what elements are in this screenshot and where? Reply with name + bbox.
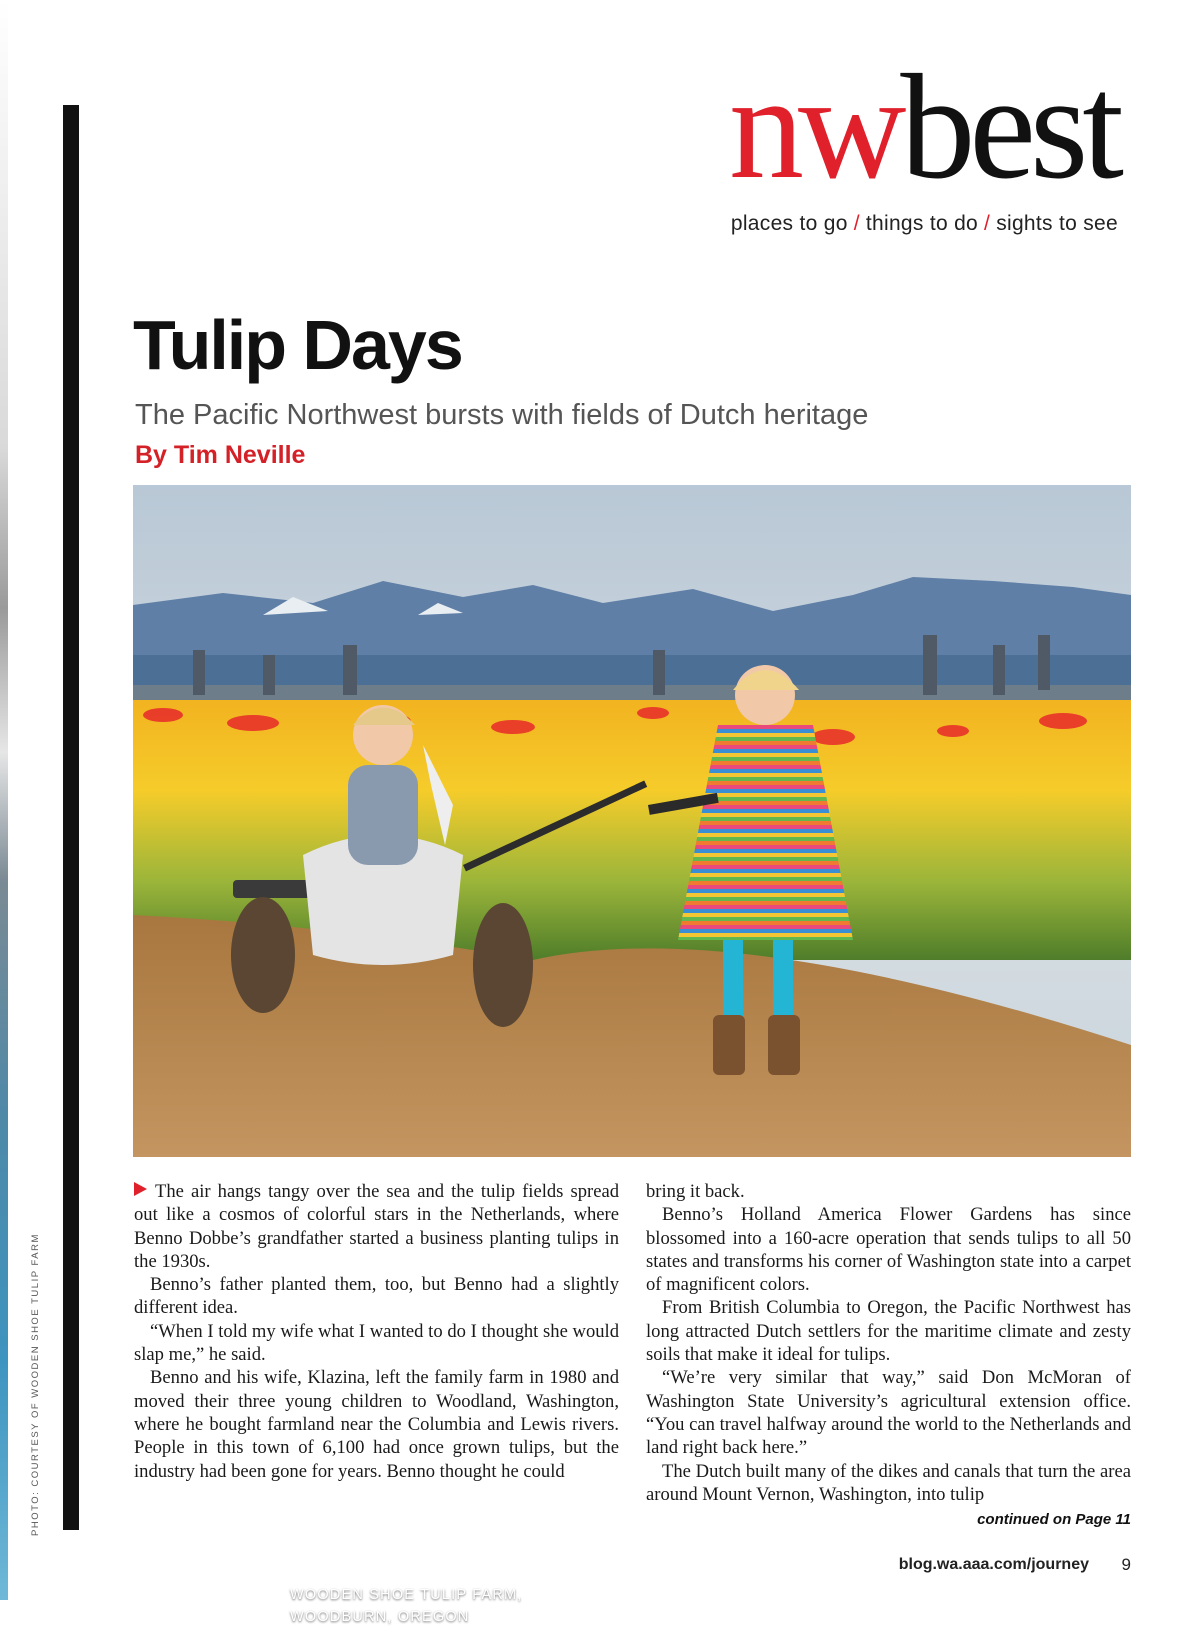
left-edge-strip bbox=[0, 0, 8, 1600]
article-subtitle: The Pacific Northwest bursts with fields of Dutch heritage bbox=[135, 399, 869, 431]
paragraph bbox=[134, 1180, 619, 1273]
tagline-item: sights to see bbox=[996, 212, 1118, 235]
paragraph: Benno and his wife, Klazina, left the family farm in 1980 and moved their three young children to Woodland, Washington, where he bought farmland near the Columbia and Lewis rivers. People in this town of 6,100 had once grown tulips, but the industry had been gone for years. Benno thought he could bbox=[134, 1367, 619, 1482]
footer-url: blog.wa.aaa.com/journey bbox=[898, 1556, 1089, 1573]
tagline-separator: / bbox=[984, 212, 991, 235]
page-number: 9 bbox=[1121, 1555, 1131, 1574]
paragraph: “When I told my wife what I wanted to do I thought she would slap me,” he said. bbox=[134, 1320, 619, 1366]
logo-nw: nw bbox=[729, 44, 901, 210]
logo-best: best bbox=[900, 44, 1118, 210]
article-column-left bbox=[134, 1180, 619, 1483]
paragraph: “We’re very similar that way,” said Don McMoran of Washington State University’s agricultural extension office. “You can travel halfway around the world to the Netherlands and land right back here.” bbox=[646, 1367, 1131, 1459]
continued-note: continued on Page 11 bbox=[977, 1511, 1131, 1528]
red-triangle-icon bbox=[134, 1182, 147, 1196]
section-tagline bbox=[731, 212, 1118, 236]
paragraph: Benno’s father planted them, too, but Benno had a slightly different idea. bbox=[134, 1274, 619, 1319]
photo-caption bbox=[290, 1584, 523, 1628]
caption-line: WOODEN SHOE TULIP FARM, bbox=[290, 1587, 523, 1603]
photo-credit: PHOTO: COURTESY OF WOODEN SHOE TULIP FARM bbox=[30, 1233, 41, 1536]
paragraph: The Dutch built many of the dikes and canals that turn the area around Mount Vernon, Washington, into tulip bbox=[646, 1460, 1131, 1505]
article-title: Tulip Days bbox=[133, 306, 462, 384]
article-column-right bbox=[646, 1180, 1131, 1506]
section-logo bbox=[729, 44, 1118, 210]
paragraph: From British Columbia to Oregon, the Pacific Northwest has long attracted Dutch settlers for the maritime climate and zesty soils that make it ideal for tulips. bbox=[646, 1297, 1131, 1366]
paragraph: Benno’s Holland America Flower Gardens has since blossomed into a 160-acre operation that sends tulips to all 50 states and transforms his corner of Washington state into a carpet of magnificent colors. bbox=[646, 1204, 1131, 1296]
tagline-item: things to do bbox=[865, 212, 979, 235]
paragraph-text: The air hangs tangy over the sea and the tulip fields spread out like a cosmos of colorful stars in the Netherlands, where Benno Dobbe’s grandfather started a business planting tulips in the 1930s. bbox=[134, 1181, 619, 1272]
article-byline: By Tim Neville bbox=[135, 441, 306, 469]
paragraph: bring it back. bbox=[646, 1181, 745, 1202]
caption-line: WOODBURN, OREGON bbox=[290, 1609, 470, 1625]
vertical-rule bbox=[63, 105, 79, 1530]
tagline-item: places to go bbox=[730, 212, 848, 235]
tulip-field-illustration bbox=[133, 485, 1131, 1157]
tagline-separator: / bbox=[853, 212, 860, 235]
